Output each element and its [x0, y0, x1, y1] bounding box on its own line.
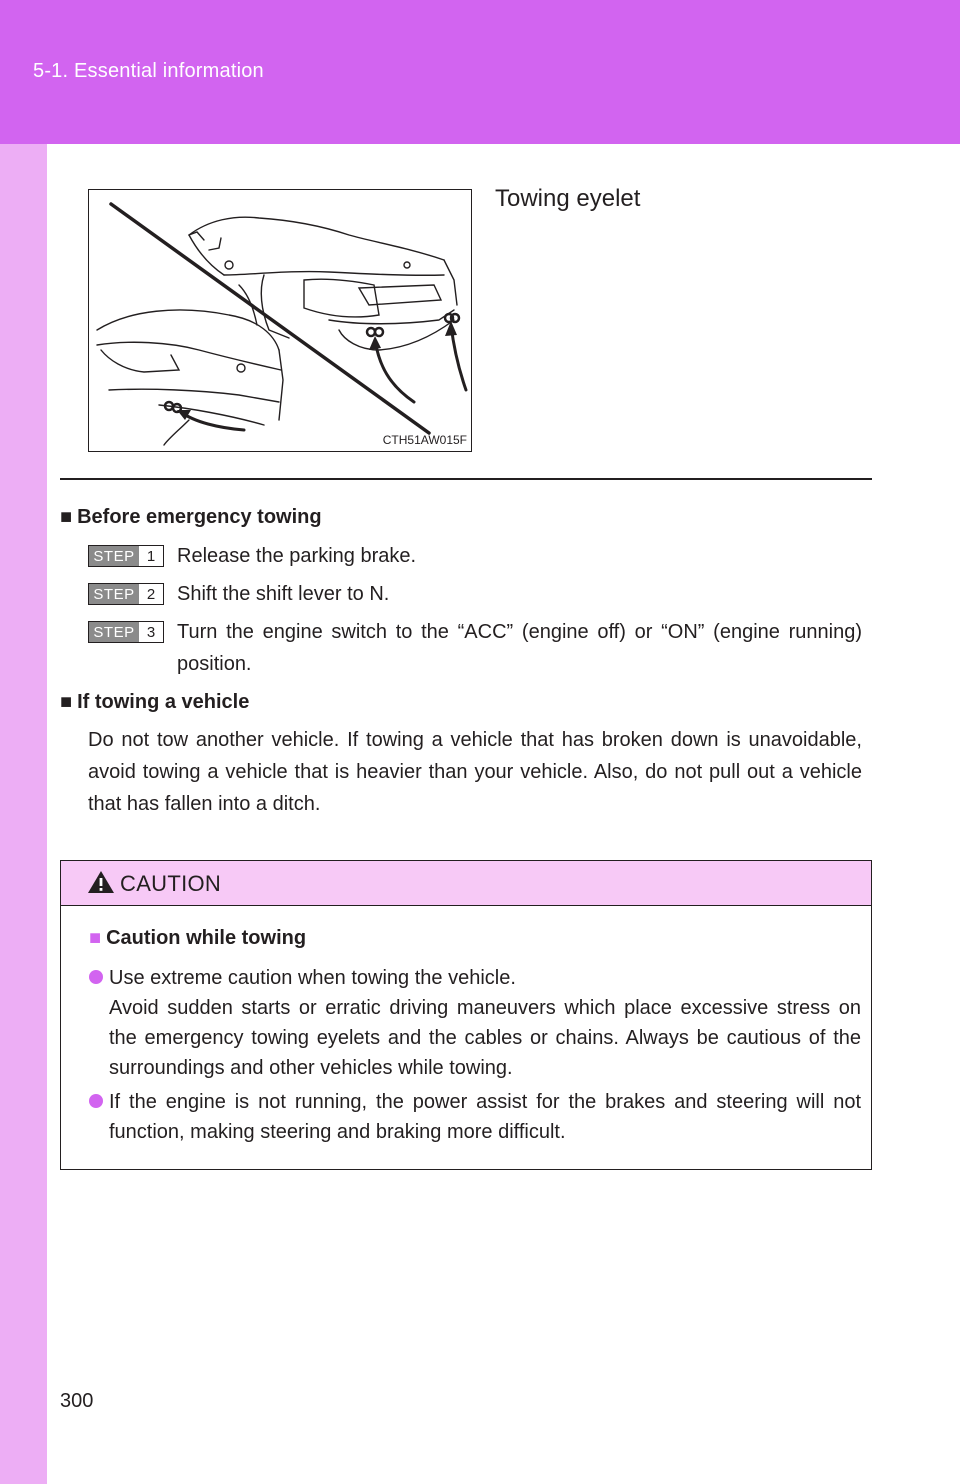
divider — [60, 478, 872, 480]
section-heading-text: If towing a vehicle — [77, 691, 250, 713]
step-badge — [88, 583, 164, 605]
step-badge-label: STEP — [89, 546, 139, 566]
step-text: Shift the shift lever to N. — [177, 583, 390, 605]
caution-box — [60, 860, 872, 1170]
step-badge-number: 1 — [146, 547, 156, 565]
step-badge-number: 2 — [146, 585, 156, 603]
figure-code: CTH51AW015F — [382, 433, 467, 447]
step-badge-label: STEP — [89, 584, 139, 604]
section-body: Do not tow another vehicle. If towing a vehicle that has broken down is unavoidable, avoid towing a vehicle that is heavier than your vehicle. Also, do not pull out a vehicle that has fallen into a ditch. — [88, 729, 862, 815]
caution-heading — [89, 927, 306, 950]
caution-header — [61, 861, 871, 906]
section-heading-before-towing — [60, 506, 322, 529]
figure-label: Towing eyelet — [495, 185, 641, 212]
car-illustration — [89, 190, 473, 453]
bullet-icon — [89, 1094, 103, 1108]
section-marker: ■ — [60, 691, 73, 713]
step-badge-number: 3 — [146, 623, 156, 641]
caution-bullet-text: Use extreme caution when towing the vehicle. Avoid sudden starts or erratic driving maneuvers which place excessive stress on the emergency towing eyelets and the cables or chains. Always be cautious of the surroundings and other vehicles while towing. — [109, 967, 861, 1079]
page-number: 300 — [60, 1390, 94, 1412]
caution-bullet-text: If the engine is not running, the power assist for the brakes and steering will not function, making steering and braking more difficult. — [109, 1091, 861, 1143]
step-text: Turn the engine switch to the “ACC” (engine off) or “ON” (engine running) position. — [177, 621, 862, 675]
section-heading-text: Before emergency towing — [77, 506, 322, 528]
step-badge — [88, 621, 164, 643]
warning-icon — [86, 869, 116, 895]
section-heading-if-towing — [60, 691, 249, 714]
caution-title: CAUTION — [120, 871, 222, 896]
step-text: Release the parking brake. — [177, 545, 417, 567]
page-header — [0, 0, 960, 144]
step-badge — [88, 545, 164, 567]
caution-marker: ■ — [89, 927, 102, 949]
towing-eyelet-illustration — [88, 189, 472, 452]
caution-heading-text: Caution while towing — [106, 927, 307, 949]
section-marker: ■ — [60, 506, 73, 528]
chapter-title: 5-1. Essential information — [33, 60, 264, 82]
step-badge-label: STEP — [89, 622, 139, 642]
side-band — [0, 144, 47, 1484]
bullet-icon — [89, 970, 103, 984]
